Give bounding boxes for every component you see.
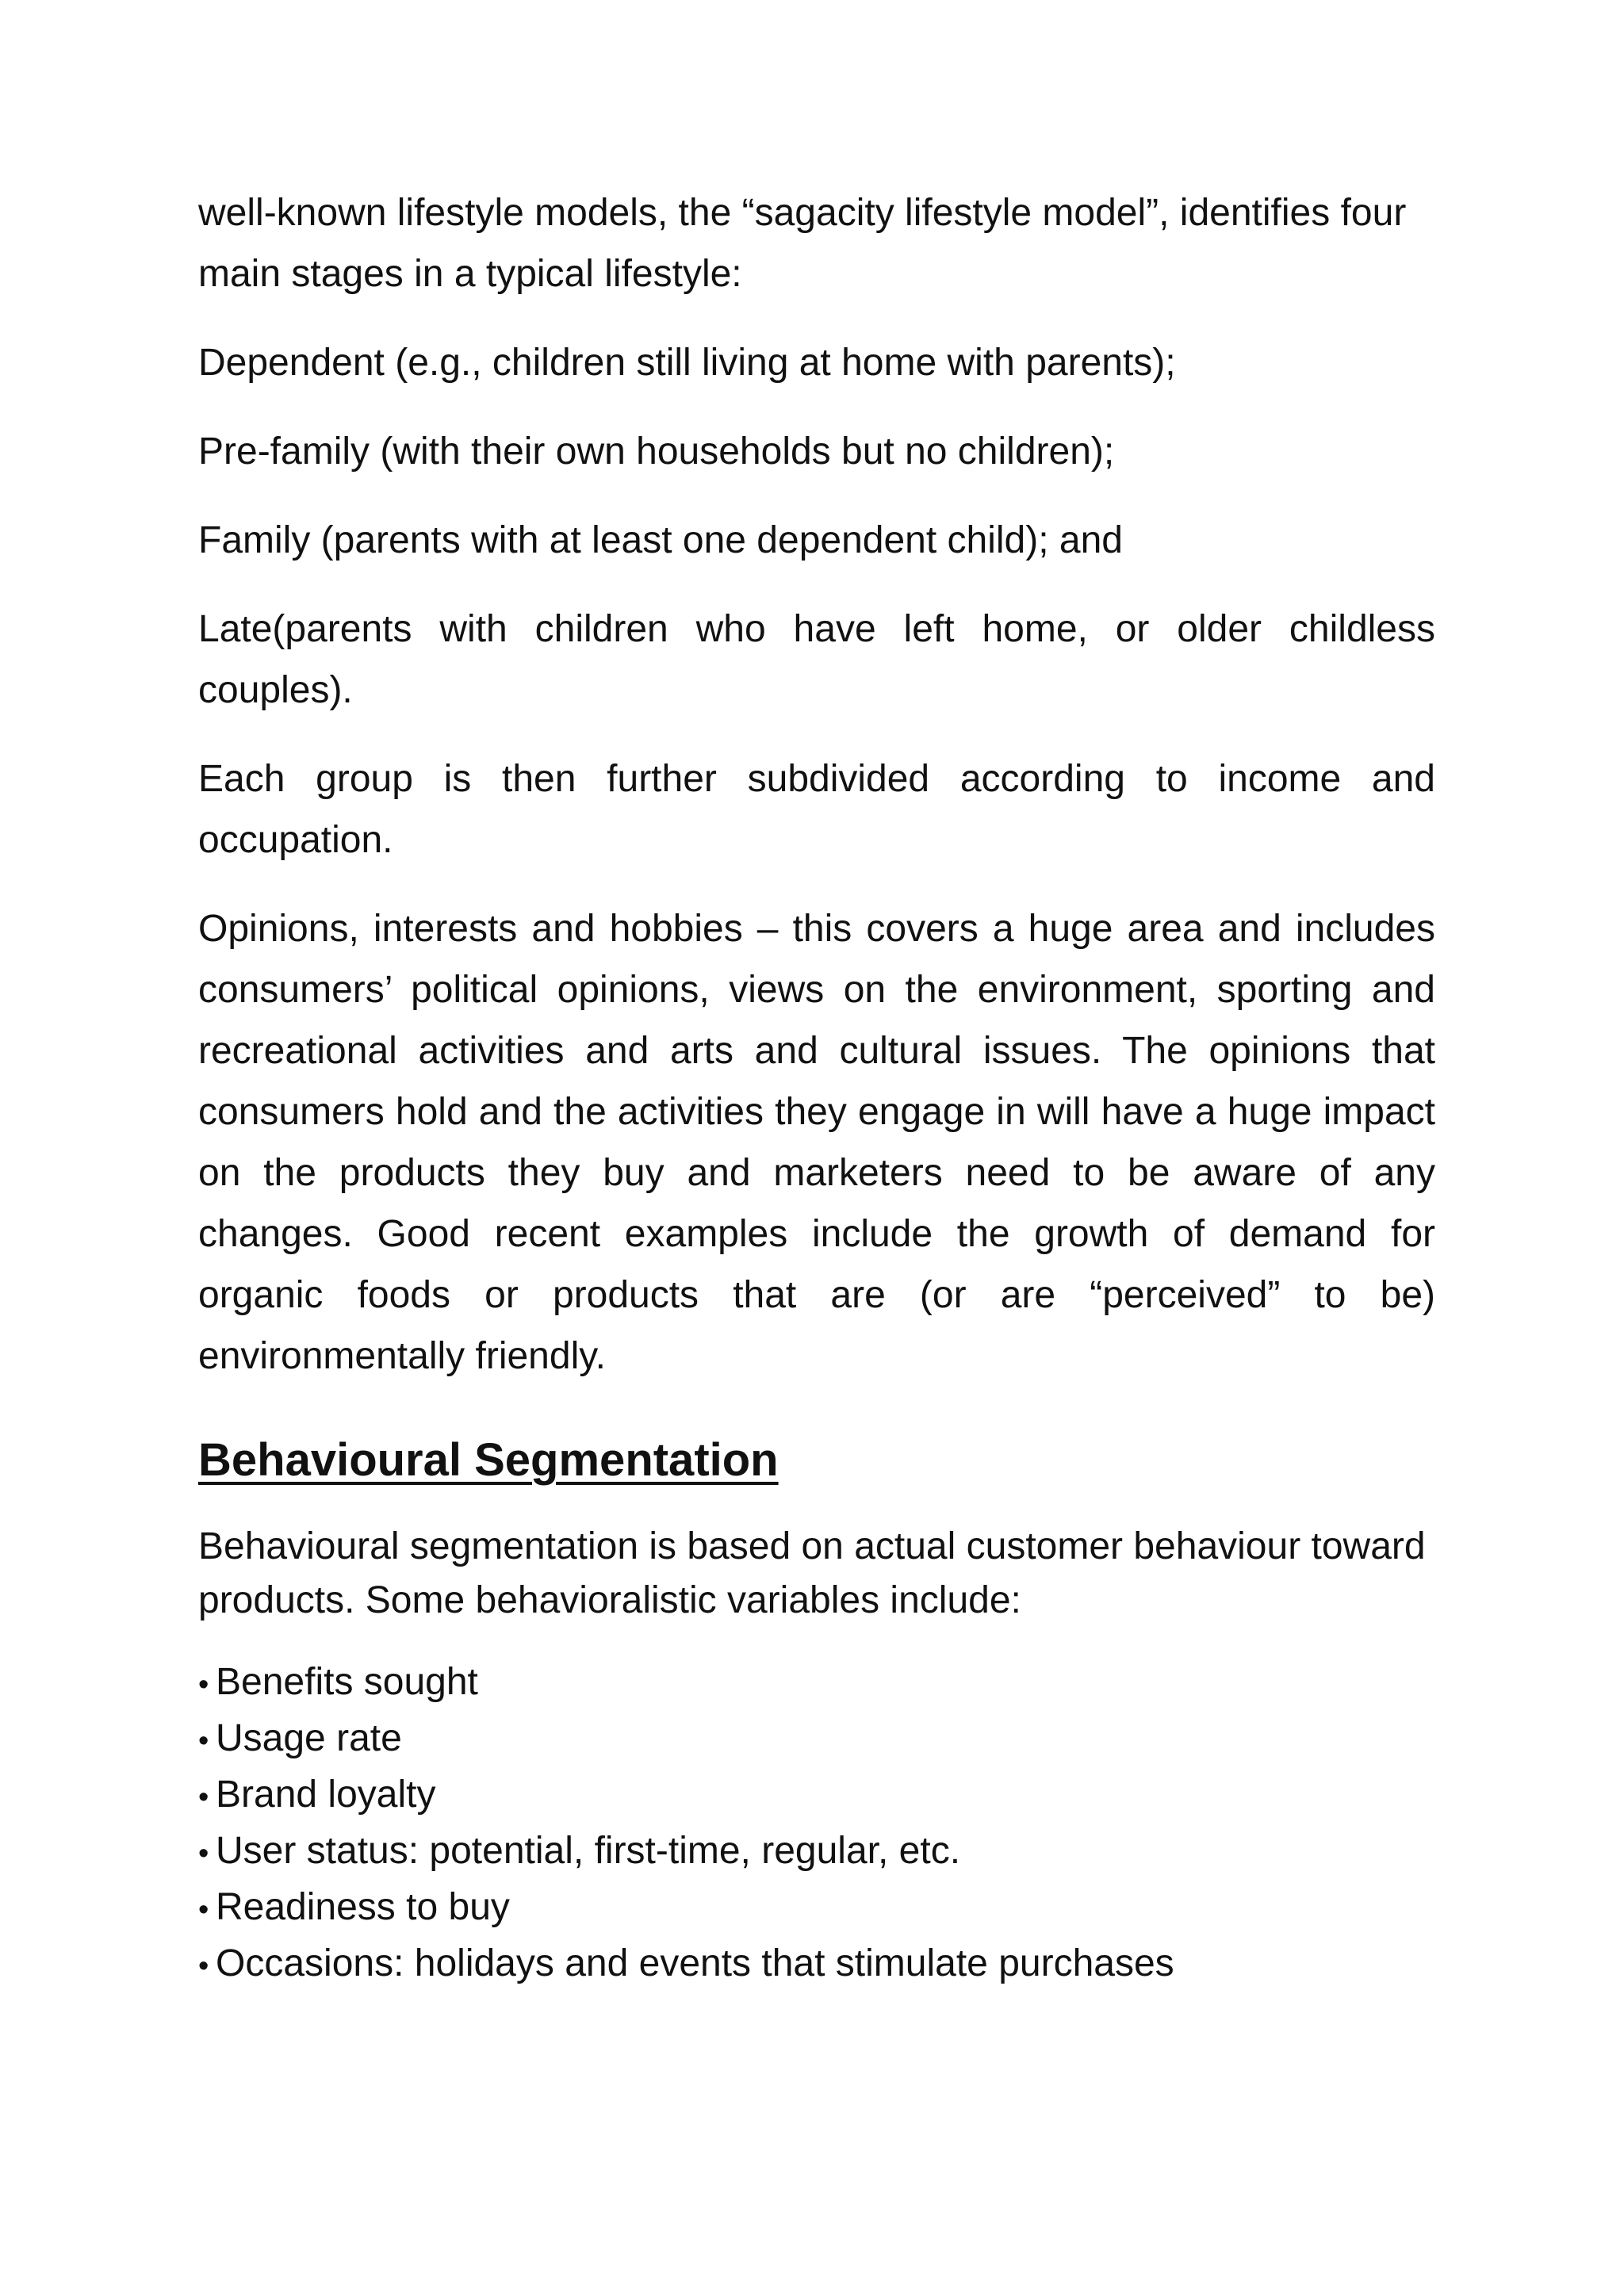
bullet-icon: • [198,1724,209,1758]
list-item-label: User status: potential, first-time, regular, etc. [216,1830,961,1872]
list-item-label: Benefits sought [216,1661,478,1703]
paragraph-stage-family: Family (parents with at least one dependent child); and [198,519,1123,561]
bullet-icon: • [198,1837,209,1870]
bullet-icon: • [198,1893,209,1927]
list-item [198,1712,1435,1768]
paragraph-stage-dependent: Dependent (e.g., children still living at home with parents); [198,342,1176,384]
section-heading: Behavioural Segmentation [198,1434,779,1486]
bullet-icon: • [198,1668,209,1701]
paragraph-stage-late: Late(parents with children who have left home, or older childless couples). [198,608,1435,711]
list-item [198,1937,1435,1993]
paragraph-stage-pre-family: Pre-family (with their own households but no children); [198,430,1115,473]
bullet-icon: • [198,1781,209,1814]
paragraph-lifestyle-intro: well-known lifestyle models, the “sagacity lifestyle model”, identifies four main stages in a typical lifestyle: [198,192,1407,295]
list-item [198,1768,1435,1824]
section-intro: Behavioural segmentation is based on actual customer behaviour toward products. Some behavioralistic variables include: [198,1525,1426,1621]
list-item [198,1824,1435,1881]
list-item-label: Usage rate [216,1717,402,1759]
list-item-label: Occasions: holidays and events that stimulate purchases [216,1942,1174,1984]
document-page [198,182,1435,1993]
paragraph-subdivision: Each group is then further subdivided according to income and occupation. [198,758,1435,861]
list-item [198,1881,1435,1937]
list-item-label: Readiness to buy [216,1886,510,1928]
list-item [198,1655,1435,1712]
variables-list [198,1655,1435,1993]
paragraph-opinions-interests: Opinions, interests and hobbies – this covers a huge area and includes consumers’ political opinions, views on the environment, sporting and recreational activities and arts and cultural issues. The opinions that consumers hold and the activities they engage in will have a huge impact on the products they buy and marketers need to be aware of any changes. Good recent examples include the growth of demand for organic foods or products that are (or are “perceived” to be) environmentally friendly. [198,908,1435,1377]
list-item-label: Brand loyalty [216,1774,436,1816]
bullet-icon: • [198,1950,209,1983]
